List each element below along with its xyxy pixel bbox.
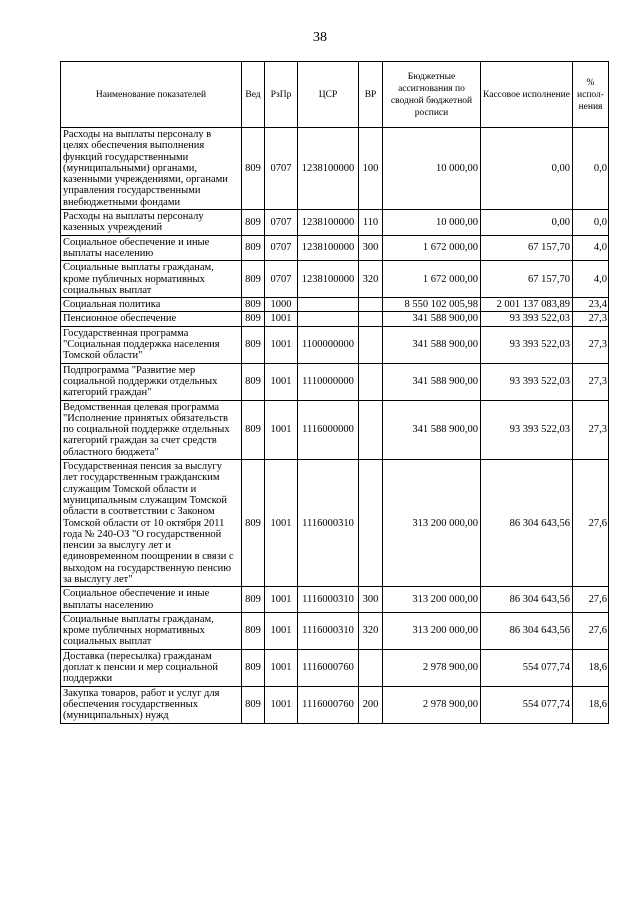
header-cash: Кассовое исполнение — [481, 62, 573, 128]
row-rzpr: 0707 — [265, 210, 298, 236]
row-csr — [298, 312, 359, 326]
row-rzpr: 1001 — [265, 612, 298, 649]
row-vr — [359, 649, 383, 686]
table-row — [61, 326, 609, 363]
row-rzpr: 1001 — [265, 460, 298, 587]
table-row — [61, 128, 609, 210]
row-vr — [359, 312, 383, 326]
row-csr: 1238100000 — [298, 261, 359, 298]
row-rzpr: 1001 — [265, 312, 298, 326]
row-percent: 27,3 — [573, 400, 609, 459]
row-vr — [359, 460, 383, 587]
row-csr: 1100000000 — [298, 326, 359, 363]
row-budget: 341 588 900,00 — [383, 326, 481, 363]
row-cash: 86 304 643,56 — [481, 460, 573, 587]
table-row — [61, 612, 609, 649]
row-vr: 300 — [359, 587, 383, 613]
row-cash: 0,00 — [481, 210, 573, 236]
row-budget: 8 550 102 005,98 — [383, 298, 481, 312]
row-rzpr: 1001 — [265, 326, 298, 363]
row-csr: 1116000760 — [298, 686, 359, 723]
row-vr: 320 — [359, 612, 383, 649]
row-budget: 10 000,00 — [383, 128, 481, 210]
row-rzpr: 0707 — [265, 235, 298, 261]
table-row — [61, 686, 609, 723]
row-budget: 313 200 000,00 — [383, 460, 481, 587]
header-rzpr: РзПр — [265, 62, 298, 128]
row-csr: 1116000760 — [298, 649, 359, 686]
row-rzpr: 1001 — [265, 400, 298, 459]
row-name: Закупка товаров, работ и услуг для обеспечения государственных (муниципальных) нужд — [61, 686, 242, 723]
row-budget: 2 978 900,00 — [383, 649, 481, 686]
row-ved: 809 — [242, 363, 265, 400]
row-percent: 27,6 — [573, 460, 609, 587]
row-percent: 27,6 — [573, 587, 609, 613]
table-row — [61, 460, 609, 587]
row-percent: 18,6 — [573, 686, 609, 723]
row-csr: 1116000310 — [298, 587, 359, 613]
row-percent: 0,0 — [573, 128, 609, 210]
row-rzpr: 0707 — [265, 261, 298, 298]
header-vr: ВР — [359, 62, 383, 128]
row-percent: 0,0 — [573, 210, 609, 236]
row-budget: 341 588 900,00 — [383, 363, 481, 400]
row-cash: 93 393 522,03 — [481, 400, 573, 459]
row-rzpr: 0707 — [265, 128, 298, 210]
row-vr — [359, 326, 383, 363]
row-percent: 27,3 — [573, 312, 609, 326]
row-ved: 809 — [242, 612, 265, 649]
row-percent: 4,0 — [573, 261, 609, 298]
row-budget: 2 978 900,00 — [383, 686, 481, 723]
page-number: 38 — [313, 30, 327, 45]
row-budget: 1 672 000,00 — [383, 261, 481, 298]
table-row — [61, 649, 609, 686]
row-csr: 1238100000 — [298, 128, 359, 210]
row-csr: 1116000000 — [298, 400, 359, 459]
table-row — [61, 400, 609, 459]
header-budget: Бюджетные ассигнования по сводной бюджетной росписи — [383, 62, 481, 128]
row-cash: 554 077,74 — [481, 686, 573, 723]
table-row — [61, 298, 609, 312]
row-cash: 67 157,70 — [481, 235, 573, 261]
row-name: Расходы на выплаты персоналу казенных учреждений — [61, 210, 242, 236]
header-csr: ЦСР — [298, 62, 359, 128]
row-vr: 320 — [359, 261, 383, 298]
row-budget: 1 672 000,00 — [383, 235, 481, 261]
row-ved: 809 — [242, 210, 265, 236]
row-csr: 1238100000 — [298, 235, 359, 261]
row-name: Расходы на выплаты персоналу в целях обеспечения выполнения функций государственными (муниципальными) органами, казенными учреждениями, органами управления государственными внебюджетными фондами — [61, 128, 242, 210]
row-ved: 809 — [242, 587, 265, 613]
row-budget: 10 000,00 — [383, 210, 481, 236]
row-ved: 809 — [242, 128, 265, 210]
table-row — [61, 261, 609, 298]
row-csr: 1110000000 — [298, 363, 359, 400]
row-csr: 1238100000 — [298, 210, 359, 236]
row-cash: 93 393 522,03 — [481, 326, 573, 363]
table-row — [61, 210, 609, 236]
row-name: Подпрограмма "Развитие мер социальной поддержки отдельных категорий граждан" — [61, 363, 242, 400]
row-percent: 23,4 — [573, 298, 609, 312]
row-percent: 27,3 — [573, 326, 609, 363]
row-percent: 4,0 — [573, 235, 609, 261]
row-cash: 554 077,74 — [481, 649, 573, 686]
row-cash: 93 393 522,03 — [481, 363, 573, 400]
header-name: Наименование показателей — [61, 62, 242, 128]
row-budget: 313 200 000,00 — [383, 612, 481, 649]
row-ved: 809 — [242, 235, 265, 261]
row-ved: 809 — [242, 298, 265, 312]
row-name: Пенсионное обеспечение — [61, 312, 242, 326]
row-ved: 809 — [242, 649, 265, 686]
row-csr — [298, 298, 359, 312]
row-ved: 809 — [242, 460, 265, 587]
row-percent: 27,3 — [573, 363, 609, 400]
row-cash: 86 304 643,56 — [481, 612, 573, 649]
row-name: Ведомственная целевая программа "Исполнение принятых обязательств по социальной поддержке отдельных категорий граждан за счет средств областного бюджета" — [61, 400, 242, 459]
table-row — [61, 235, 609, 261]
row-name: Доставка (пересылка) гражданам доплат к пенсии и мер социальной поддержки — [61, 649, 242, 686]
row-ved: 809 — [242, 326, 265, 363]
row-cash: 2 001 137 083,89 — [481, 298, 573, 312]
row-vr — [359, 363, 383, 400]
row-percent: 27,6 — [573, 612, 609, 649]
row-vr: 300 — [359, 235, 383, 261]
row-name: Государственная пенсия за выслугу лет государственным гражданским служащим Томской области и муниципальным служащим Томской области в соответствии с Законом Томской области от 10 октября 2011 года № 240-ОЗ "О государственной пенсии за выслугу лет и единовременном поощрении в связи с выходом на государственную пенсию за выслугу лет" — [61, 460, 242, 587]
table-row — [61, 312, 609, 326]
row-rzpr: 1001 — [265, 649, 298, 686]
row-vr: 200 — [359, 686, 383, 723]
table-header-row — [61, 62, 609, 128]
row-budget: 341 588 900,00 — [383, 312, 481, 326]
table-row — [61, 363, 609, 400]
row-name: Государственная программа "Социальная поддержка населения Томской области" — [61, 326, 242, 363]
row-rzpr: 1001 — [265, 686, 298, 723]
row-cash: 0,00 — [481, 128, 573, 210]
row-cash: 67 157,70 — [481, 261, 573, 298]
row-vr — [359, 400, 383, 459]
row-budget: 313 200 000,00 — [383, 587, 481, 613]
row-cash: 86 304 643,56 — [481, 587, 573, 613]
row-name: Социальные выплаты гражданам, кроме публичных нормативных социальных выплат — [61, 261, 242, 298]
budget-table — [60, 61, 609, 724]
row-ved: 809 — [242, 312, 265, 326]
row-ved: 809 — [242, 261, 265, 298]
header-percent: % испол-нения — [573, 62, 609, 128]
row-vr — [359, 298, 383, 312]
row-rzpr: 1000 — [265, 298, 298, 312]
row-csr: 1116000310 — [298, 460, 359, 587]
row-ved: 809 — [242, 400, 265, 459]
row-rzpr: 1001 — [265, 587, 298, 613]
row-vr: 110 — [359, 210, 383, 236]
row-csr: 1116000310 — [298, 612, 359, 649]
row-percent: 18,6 — [573, 649, 609, 686]
row-cash: 93 393 522,03 — [481, 312, 573, 326]
table-row — [61, 587, 609, 613]
header-ved: Вед — [242, 62, 265, 128]
row-rzpr: 1001 — [265, 363, 298, 400]
row-name: Социальные выплаты гражданам, кроме публичных нормативных социальных выплат — [61, 612, 242, 649]
row-ved: 809 — [242, 686, 265, 723]
row-vr: 100 — [359, 128, 383, 210]
row-budget: 341 588 900,00 — [383, 400, 481, 459]
row-name: Социальное обеспечение и иные выплаты населению — [61, 235, 242, 261]
row-name: Социальное обеспечение и иные выплаты населению — [61, 587, 242, 613]
row-name: Социальная политика — [61, 298, 242, 312]
